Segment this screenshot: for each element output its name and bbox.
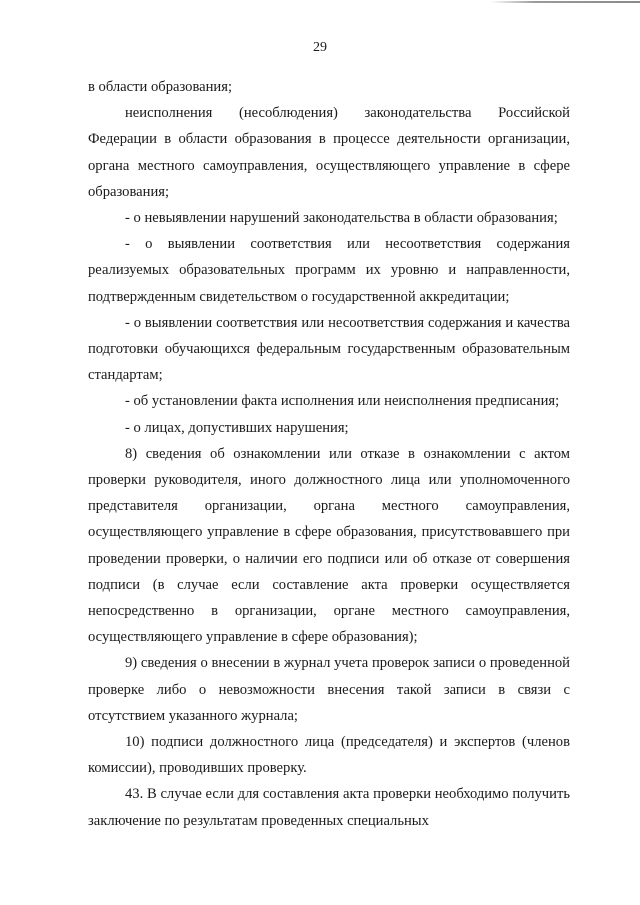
clause-10: 10) подписи должностного лица (председателя) и экспертов (членов комиссии), проводивших проверку.	[88, 734, 570, 777]
clause-43: 43. В случае если для составления акта проверки необходимо получить заключение по результатам проведенных специальных	[88, 786, 570, 829]
list-item-program-compliance: - о выявлении соответствия или несоответствия содержания реализуемых образовательных программ их уровню и направленности, подтвержденным свидетельством о государственной аккредитации;	[88, 236, 570, 305]
clause-9: 9) сведения о внесении в журнал учета проверок записи о проведенной проверке либо о невозможности внесения такой записи в связи с отсутствием указанного журнала;	[88, 655, 570, 724]
scan-edge-line	[490, 1, 640, 3]
list-item-no-violations: - о невыявлении нарушений законодательства в области образования;	[125, 210, 558, 227]
clause-8: 8) сведения об ознакомлении или отказе в ознакомлении с актом проверки руководителя, иного должностного лица или уполномоченного представителя организации, органа местного самоуправления, осуществляющего управление в сфере образования, присутствовавшего при проведении проверки, о наличии его подписи или об отказе от совершения подписи (в случае если составление акта проверки осуществляется непосредственно в организации, органе местного самоуправления, осуществляющего управление в сфере образования);	[88, 445, 570, 646]
list-item-order-execution: - об установлении факта исполнения или неисполнения предписания;	[125, 393, 560, 410]
paragraph-non-compliance: неисполнения (несоблюдения) законодательства Российской Федерации в области образования в процессе деятельности организации, органа местного самоуправления, осуществляющего управление в сфере образования;	[88, 105, 570, 200]
list-item-training-quality: - о выявлении соответствия или несоответствия содержания и качества подготовки обучающихся федеральным государственным образовательным стандартам;	[88, 314, 570, 384]
page-number: 29	[313, 40, 327, 55]
list-item-responsible-persons: - о лицах, допустивших нарушения;	[125, 419, 349, 436]
document-body	[88, 74, 570, 834]
paragraph-continuation: в области образования;	[88, 79, 233, 95]
